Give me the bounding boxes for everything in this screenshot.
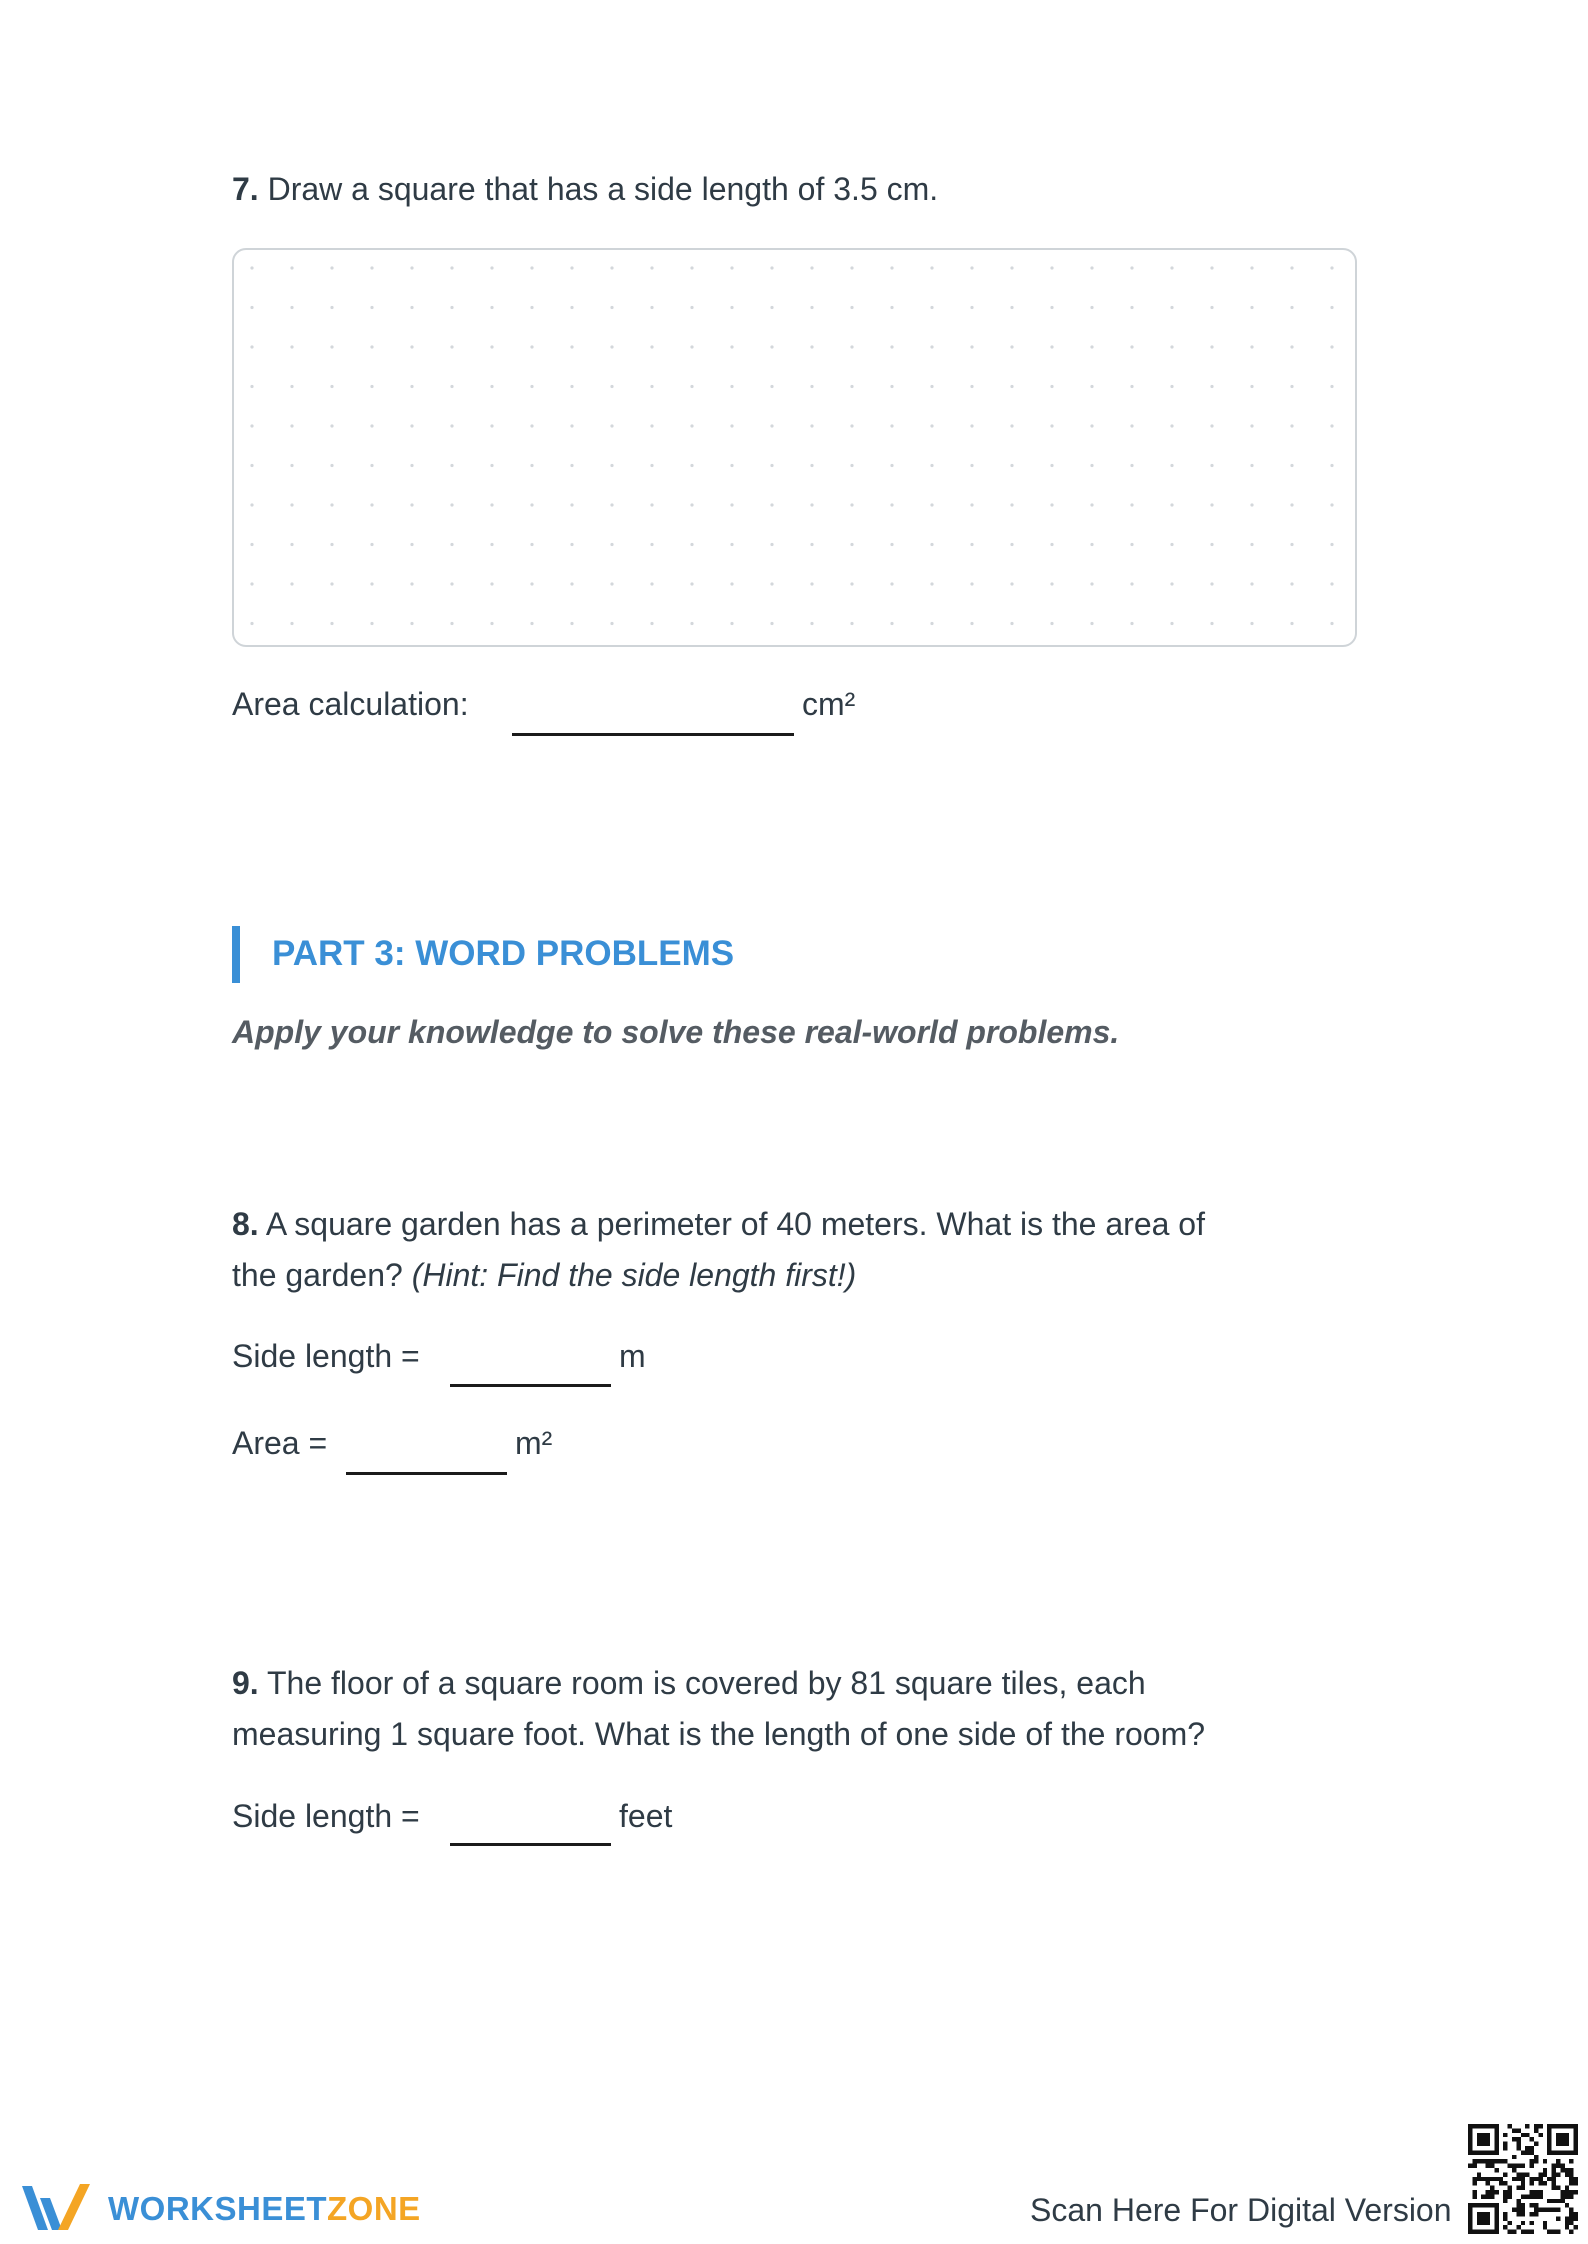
scan-caption: Scan Here For Digital Version	[1030, 2192, 1452, 2228]
side-length-label: Side length =	[232, 1338, 420, 1374]
section-subtitle: Apply your knowledge to solve these real-world problems.	[232, 1014, 1120, 1050]
side-length-unit: feet	[619, 1798, 673, 1834]
qr-code-icon[interactable]	[1468, 2124, 1578, 2234]
brand-name	[108, 2190, 421, 2228]
area-blank[interactable]	[346, 1472, 507, 1475]
question-text-line2: measuring 1 square foot. What is the length of one side of the room?	[232, 1716, 1206, 1752]
brand-part1: WORKSHEET	[108, 2190, 327, 2227]
question-hint: (Hint: Find the side length first!)	[411, 1257, 857, 1293]
section-title: PART 3: WORD PROBLEMS	[272, 934, 735, 973]
question-text-line1: A square garden has a perimeter of 40 meters. What is the area of	[265, 1206, 1205, 1242]
question-number: 8.	[232, 1206, 259, 1242]
side-length-blank[interactable]	[450, 1384, 611, 1387]
area-label: Area =	[232, 1425, 328, 1461]
question-7	[232, 164, 938, 215]
worksheetzone-logo-icon	[18, 2180, 94, 2236]
dot-grid-drawing-area[interactable]	[232, 248, 1357, 647]
area-calculation-unit: cm²	[802, 686, 856, 722]
side-length-unit: m	[619, 1338, 646, 1374]
question-number: 9.	[232, 1665, 259, 1701]
question-9	[232, 1658, 1205, 1760]
question-text: Draw a square that has a side length of 3.5 cm.	[267, 171, 939, 207]
question-text-line1: The floor of a square room is covered by 81 square tiles, each	[267, 1665, 1146, 1701]
question-8	[232, 1199, 1205, 1301]
question-number: 7.	[232, 171, 259, 207]
side-length-label: Side length =	[232, 1798, 420, 1834]
brand-part2: ZONE	[327, 2190, 421, 2227]
dot-grid	[234, 250, 1357, 647]
side-length-blank[interactable]	[450, 1843, 611, 1846]
area-calculation-blank[interactable]	[512, 733, 794, 736]
area-calculation-label: Area calculation:	[232, 686, 469, 722]
question-text-line2: the garden?	[232, 1257, 403, 1293]
section-accent-bar	[232, 926, 240, 983]
area-unit: m²	[515, 1425, 553, 1461]
